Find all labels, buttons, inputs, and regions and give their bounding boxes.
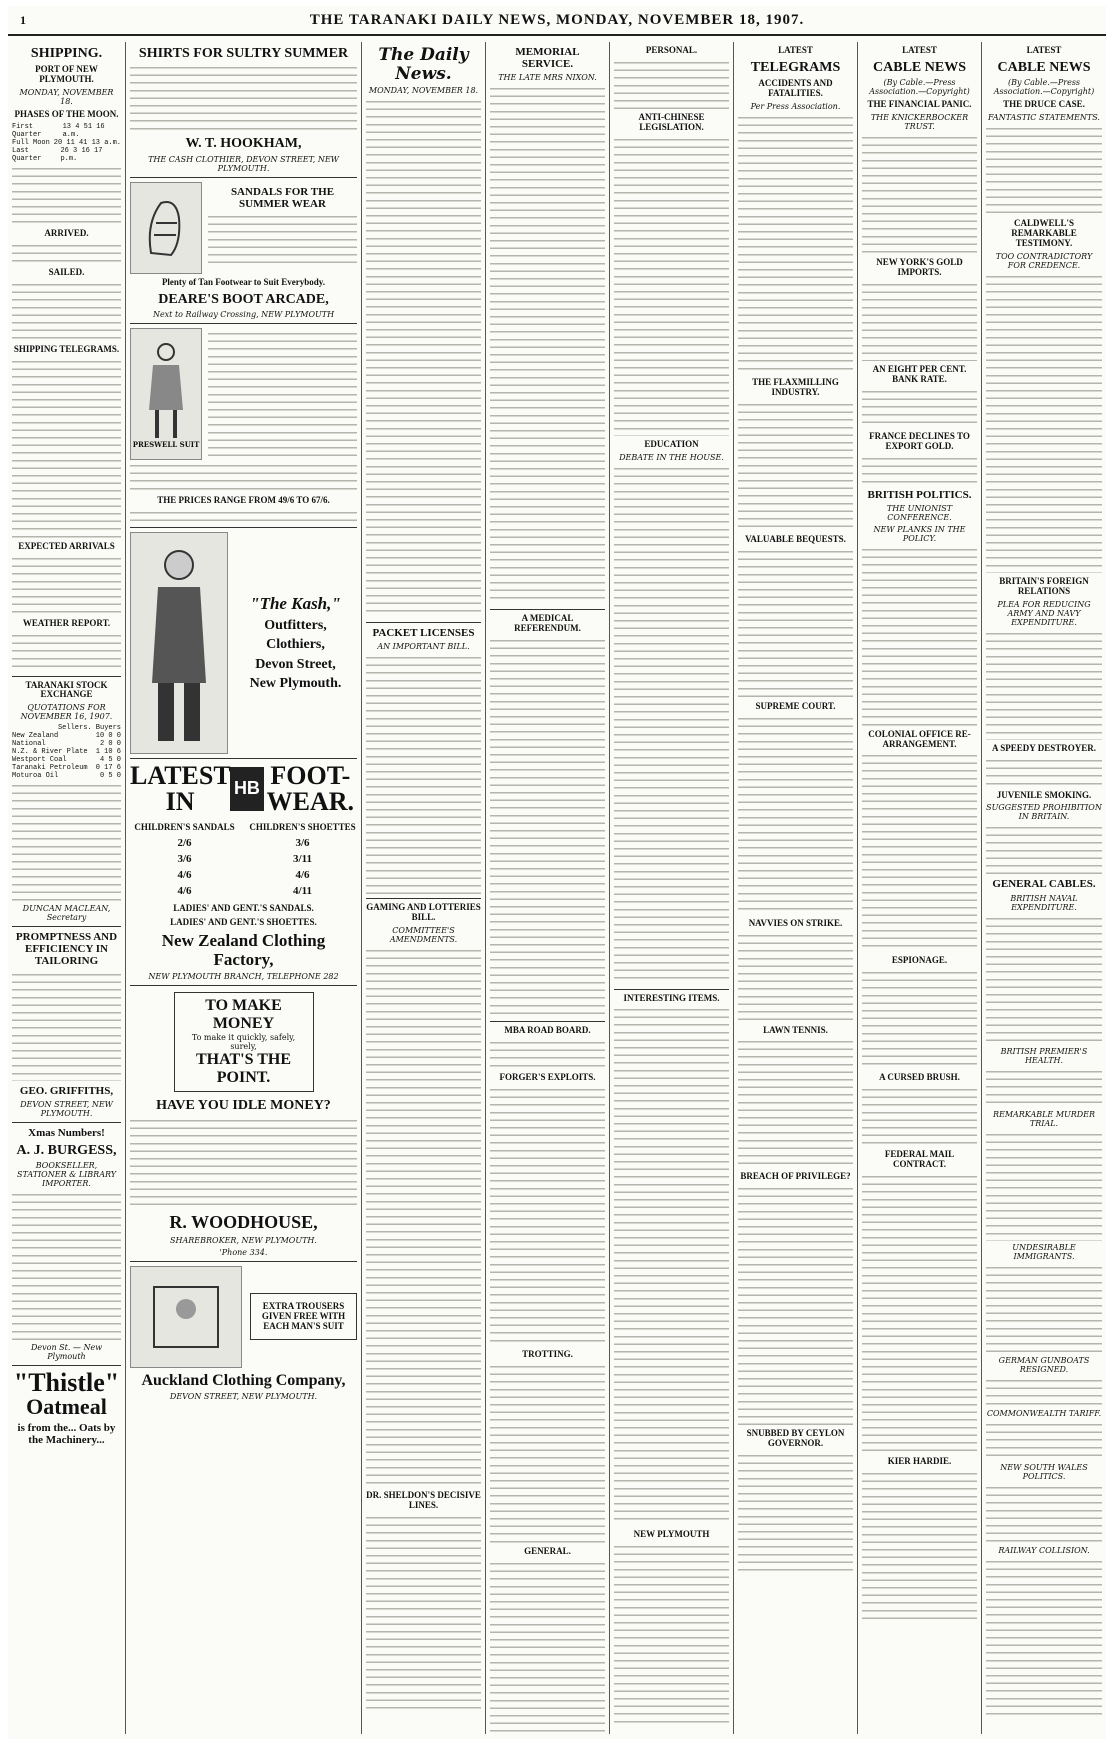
column-news-2	[610, 42, 734, 1734]
supreme-text	[738, 715, 853, 915]
referendum-heading: A MEDICAL REFERENDUM.	[514, 613, 581, 634]
kash-line: Clothiers,	[266, 637, 325, 653]
espionage-text	[862, 969, 977, 1069]
editorial-text	[366, 98, 481, 618]
cable-sub: (By Cable.—Press Association.—Copyright)	[869, 78, 970, 97]
exchange-row: Taranaki Petroleum 0 17 6	[12, 764, 121, 773]
telegrams-title: TELEGRAMS	[750, 59, 841, 75]
cursed-text	[862, 1086, 977, 1146]
sandals-text	[208, 213, 357, 265]
newspaper-page	[8, 6, 1106, 1739]
nsw-heading: NEW SOUTH WALES POLITICS.	[1000, 1462, 1088, 1481]
health-heading: BRITISH PREMIER'S HEALTH.	[1000, 1046, 1088, 1065]
york-gold-heading: NEW YORK'S GOLD IMPORTS.	[876, 257, 963, 278]
shoe-price: 3/6	[295, 836, 310, 849]
france-text	[862, 455, 977, 485]
panic-text	[862, 134, 977, 254]
new-plymouth-heading: NEW PLYMOUTH	[633, 1529, 710, 1540]
sandal-price: 4/6	[177, 885, 192, 898]
griffiths-address: DEVON STREET, NEW PLYMOUTH.	[20, 1099, 113, 1118]
lawn-text	[738, 1038, 853, 1168]
anti-chinese-heading: ANTI-CHINESE LEGISLATION.	[638, 111, 705, 132]
exchange-signature: DUNCAN MACLEAN, Secretary	[22, 904, 111, 923]
colonial-text	[862, 752, 977, 952]
memorial-text	[490, 85, 605, 605]
burgess-name: A. J. BURGESS,	[16, 1142, 117, 1158]
preswell-label: PRESWELL SUIT	[132, 439, 200, 449]
shipping-heading: SHIPPING.	[30, 46, 103, 61]
cable-latest: LATEST	[902, 45, 937, 55]
woodhouse-phone: 'Phone 334.	[219, 1247, 268, 1257]
personal-text	[614, 59, 729, 109]
navvies-text	[738, 932, 853, 1022]
column-ads	[126, 42, 362, 1734]
kash-line: New Plymouth.	[249, 676, 342, 692]
nsw-text	[986, 1484, 1102, 1544]
column-telegrams	[734, 42, 858, 1734]
preswell-text	[208, 330, 357, 458]
moon-row: Full Moon 20 11 41 13 a.m.	[12, 139, 121, 148]
gunboats-text	[986, 1377, 1102, 1407]
exchange-table	[12, 732, 121, 780]
weather-text	[12, 632, 121, 672]
column-cable-1	[858, 42, 982, 1734]
gentleman-illustration-icon	[130, 532, 228, 754]
sandals-tagline: Plenty of Tan Footwear to Suit Everybody.	[161, 276, 326, 287]
column-editorial	[362, 42, 486, 1734]
gaming-text	[366, 947, 481, 1487]
cable-title: CABLE NEWS	[873, 59, 966, 75]
tailor-illustration-icon	[130, 1266, 242, 1368]
exchange-subheading: QUOTATIONS FOR NOVEMBER 16, 1907.	[20, 703, 113, 722]
telegrams-heading: SHIPPING TELEGRAMS.	[13, 343, 120, 354]
xmas-heading: Xmas Numbers!	[28, 1126, 105, 1139]
france-heading: FRANCE DECLINES TO EXPORT GOLD.	[869, 430, 970, 451]
port-date: MONDAY, NOVEMBER 18.	[19, 88, 114, 107]
bank-rate-heading: AN EIGHT PER CENT. BANK RATE.	[872, 363, 967, 384]
general-text	[490, 1560, 605, 1734]
preswell-footer	[130, 509, 357, 523]
exchange-columns: Sellers. Buyers	[57, 724, 121, 733]
tide-text	[12, 165, 121, 225]
expected-text	[12, 555, 121, 615]
shoe-price: 3/11	[293, 852, 312, 865]
masthead	[8, 6, 1106, 36]
masthead-title: THE TARANAKI DAILY NEWS, MONDAY, NOVEMBER 18, 1907.	[309, 11, 805, 28]
sailed-heading: SAILED.	[48, 266, 85, 277]
unionist-heading: THE UNIONIST CONFERENCE.	[886, 503, 953, 522]
cable2-sub: (By Cable.—Press Association.—Copyright)	[993, 78, 1095, 97]
plea-heading: PLEA FOR REDUCING ARMY AND NAVY EXPENDITURE.	[997, 599, 1091, 627]
sandal-illustration-icon	[130, 182, 202, 274]
colonial-heading: COLONIAL OFFICE RE-ARRANGEMENT.	[868, 728, 971, 749]
federal-text	[862, 1173, 977, 1453]
oatmeal-tagline: is from the... Oats by the Machinery...	[17, 1422, 116, 1447]
flaxmilling-text	[738, 401, 853, 531]
footwear-heading: FOOT-WEAR.	[266, 760, 355, 816]
smoking-text	[986, 824, 1102, 874]
cable2-title: CABLE NEWS	[997, 59, 1091, 75]
kier-heading: KIER HARDIE.	[887, 1455, 952, 1466]
kash-ad	[130, 532, 357, 754]
oatmeal-heading: Oatmeal	[26, 1394, 107, 1420]
new-plymouth-text	[614, 1543, 729, 1723]
cursed-heading: A CURSED BRUSH.	[879, 1072, 960, 1083]
column-shipping	[8, 42, 126, 1734]
druce-text	[986, 125, 1102, 215]
exchange-more-rows	[12, 782, 121, 902]
idle-money-text	[130, 1117, 357, 1209]
tariff-heading: COMMONWEALTH TARIFF.	[986, 1408, 1102, 1418]
personal-heading: PERSONAL.	[645, 45, 698, 55]
footwear-ad-header	[130, 760, 357, 816]
kash-line: Outfitters,	[264, 618, 327, 634]
griffiths-name: GEO. GRIFFITHS,	[19, 1084, 114, 1097]
ladies-sandals: LADIES' AND GENT.'S SANDALS.	[173, 903, 314, 914]
education-text	[614, 465, 729, 985]
panic-heading: THE FINANCIAL PANIC.	[867, 99, 972, 110]
druce-heading: THE DRUCE CASE.	[1003, 99, 1085, 110]
shirts-text	[130, 64, 357, 132]
debate-heading: DEBATE IN THE HOUSE.	[619, 452, 724, 462]
exchange-row: Moturoa Oil 0 5 0	[12, 772, 121, 781]
referendum-text	[490, 637, 605, 1017]
auckland-name: Auckland Clothing Company,	[141, 1371, 346, 1389]
murder-text	[986, 1131, 1102, 1241]
auckland-ad	[130, 1266, 357, 1368]
valuable-heading: VALUABLE BEQUESTS.	[745, 533, 846, 544]
port-heading: PORT OF NEW PLYMOUTH.	[35, 64, 98, 85]
knickerbocker-heading: THE KNICKERBOCKER TRUST.	[870, 113, 969, 132]
point-heading: THAT'S THE POINT.	[196, 1051, 291, 1087]
extra-trousers: EXTRA TROUSERS GIVEN FREE WITH EACH MAN'S SUIT	[261, 1301, 346, 1331]
moon-table	[12, 123, 121, 163]
burgess-sub: BOOKSELLER, STATIONER & LIBRARY IMPORTER.	[16, 1161, 117, 1189]
preswell-ad	[130, 328, 357, 460]
sheldon-heading: DR. SHELDON'S DECISIVE LINES.	[366, 1490, 481, 1511]
destroyer-heading: A SPEEDY DESTROYER.	[992, 742, 1096, 753]
foreign-heading: BRITAIN'S FOREIGN RELATIONS	[999, 575, 1089, 596]
supreme-heading: SUPREME COURT.	[755, 700, 836, 711]
gaming-sub: COMMITTEE'S AMENDMENTS.	[389, 926, 458, 945]
york-gold-text	[862, 281, 977, 361]
contradictory-heading: TOO CONTRADICTORY FOR CREDENCE.	[995, 251, 1093, 270]
telegrams-text	[12, 358, 121, 538]
exchange-heading: TARANAKI STOCK EXCHANGE	[25, 679, 108, 700]
exchange-row: New Zealand 10 0 0	[12, 732, 121, 741]
kash-quote: "The Kash,"	[250, 594, 341, 614]
memorial-sub: THE LATE MRS NIXON.	[498, 73, 597, 83]
murder-heading: REMARKABLE MURDER TRIAL.	[992, 1109, 1096, 1128]
caldwell-text	[986, 273, 1102, 573]
factory-name: New Zealand Clothing Factory,	[161, 931, 326, 969]
espionage-heading: ESPIONAGE.	[891, 955, 948, 966]
naval-heading: BRITISH NAVAL EXPENDITURE.	[1010, 893, 1078, 912]
sheldon-text	[366, 1514, 481, 1714]
packet-heading: PACKET LICENSES	[372, 627, 475, 640]
flaxmilling-heading: THE FLAXMILLING INDUSTRY.	[752, 377, 839, 397]
snubbed-heading: SNUBBED BY CEYLON GOVERNOR.	[746, 1428, 845, 1449]
road-board-heading: MBA ROAD BOARD.	[504, 1024, 591, 1035]
road-board-text	[490, 1039, 605, 1069]
moon-row: First Quarter 13 4 51 16 a.m.	[12, 123, 105, 140]
planks-heading: NEW PLANKS IN THE POLICY.	[873, 524, 966, 543]
shoe-price: 4/11	[293, 885, 312, 898]
shirts-heading: SHIRTS FOR SULTRY SUMMER	[138, 46, 349, 61]
press-line: Per Press Association.	[750, 102, 841, 112]
politics-heading: BRITISH POLITICS.	[867, 488, 972, 501]
shoe-price: 4/6	[295, 869, 310, 882]
hb-brand-logo: HB	[230, 767, 263, 811]
promptness-text	[12, 971, 121, 1081]
extra-trousers-box	[250, 1293, 357, 1340]
sandals-ad	[130, 182, 357, 274]
idle-money-heading: HAVE YOU IDLE MONEY?	[156, 1098, 331, 1114]
suggested-heading: SUGGESTED PROHIBITION IN BRITAIN.	[986, 803, 1102, 822]
deare-name: DEARE'S BOOT ARCADE,	[158, 291, 329, 307]
federal-heading: FEDERAL MAIL CONTRACT.	[884, 1149, 955, 1170]
anti-chinese-text	[614, 136, 729, 436]
gaming-heading: GAMING AND LOTTERIES BILL.	[366, 902, 481, 923]
childrens-sandals: CHILDREN'S SANDALS	[134, 821, 235, 832]
smoking-heading: JUVENILE SMOKING.	[996, 789, 1092, 800]
memorial-heading: MEMORIAL SERVICE.	[515, 46, 580, 71]
exchange-row: National 2 0 0	[12, 740, 121, 749]
editorial-date: MONDAY, NOVEMBER 18.	[368, 86, 479, 96]
promptness-heading: PROMPTNESS AND EFFICIENCY IN TAILORING	[15, 931, 118, 968]
health-text	[986, 1068, 1102, 1108]
footwear-columns	[130, 819, 357, 900]
forgers-text	[490, 1086, 605, 1346]
make-money-heading: TO MAKE MONEY	[205, 997, 282, 1033]
burgess-text	[12, 1191, 121, 1341]
exchange-row: N.Z. & River Plate 1 10 6	[12, 748, 121, 757]
preswell-suit-illustration-icon	[130, 328, 202, 460]
woodhouse-name: R. WOODHOUSE,	[169, 1211, 318, 1232]
nameplate: The Daily News.	[378, 45, 469, 84]
thistle-ad-title: "Thistle"	[13, 1368, 120, 1398]
moon-heading: PHASES OF THE MOON.	[14, 109, 119, 120]
interesting-text	[614, 1006, 729, 1526]
sailed-text	[12, 281, 121, 341]
page-number: 1	[20, 12, 26, 27]
hookham-address: THE CASH CLOTHIER, DEVON STREET, NEW PLYMOUTH.	[148, 154, 339, 173]
breach-heading: BREACH OF PRIVILEGE?	[740, 1171, 851, 1182]
burgess-address: Devon St. — New Plymouth	[30, 1343, 103, 1362]
destroyer-text	[986, 757, 1102, 787]
lawn-heading: LAWN TENNIS.	[763, 1024, 828, 1035]
education-heading: EDUCATION	[644, 438, 699, 449]
exchange-row: Westport Coal 4 5 0	[12, 756, 121, 765]
telegrams-latest: LATEST	[778, 45, 813, 55]
weather-heading: WEATHER REPORT.	[22, 617, 111, 628]
sandal-price: 3/6	[177, 852, 192, 865]
druce-sub: FANTASTIC STATEMENTS.	[988, 113, 1100, 123]
hookham-name: W. T. HOOKHAM,	[185, 136, 302, 152]
ladies-shoettes: LADIES' AND GENT.'S SHOETTES.	[170, 917, 317, 928]
packet-sub: AN IMPORTANT BILL.	[377, 642, 470, 652]
column-news-1	[486, 42, 610, 1734]
tariff-text	[986, 1421, 1102, 1461]
kier-text	[862, 1470, 977, 1620]
general-cables-heading: GENERAL CABLES.	[992, 878, 1096, 891]
sandal-price: 2/6	[177, 836, 192, 849]
column-cable-2	[982, 42, 1106, 1734]
gunboats-heading: GERMAN GUNBOATS RESIGNED.	[998, 1355, 1090, 1374]
arrived-text	[12, 242, 121, 264]
navvies-heading: NAVVIES ON STRIKE.	[748, 917, 843, 928]
moon-row: Last Quarter 26 3 16 17 p.m.	[12, 147, 103, 164]
caldwell-heading: CALDWELL'S REMARKABLE TESTIMONY.	[1011, 218, 1077, 248]
naval-text	[986, 915, 1102, 1045]
deare-address: Next to Railway Crossing, NEW PLYMOUTH	[152, 310, 335, 320]
collision-text	[986, 1558, 1102, 1718]
factory-address: NEW PLYMOUTH BRANCH, TELEPHONE 282	[148, 972, 339, 982]
collision-heading: RAILWAY COLLISION.	[998, 1545, 1090, 1555]
snubbed-text	[738, 1452, 853, 1572]
childrens-shoettes: CHILDREN'S SHOETTES	[249, 821, 356, 832]
trotting-heading: TROTTING.	[522, 1348, 573, 1359]
breach-text	[738, 1185, 853, 1425]
sandals-heading: SANDALS FOR THE SUMMER WEAR	[230, 185, 335, 210]
make-money-box	[174, 992, 314, 1092]
general-heading: GENERAL.	[524, 1545, 571, 1556]
interesting-heading: INTERESTING ITEMS.	[623, 992, 720, 1003]
foreign-text	[986, 630, 1102, 740]
forgers-heading: FORGER'S EXPLOITS.	[499, 1071, 596, 1082]
immigrants-heading: UNDESIRABLE IMMIGRANTS.	[1012, 1242, 1076, 1261]
cable2-latest: LATEST	[1026, 45, 1062, 55]
sandal-price: 4/6	[177, 869, 192, 882]
arrived-heading: ARRIVED.	[44, 228, 89, 239]
expected-heading: EXPECTED ARRIVALS	[18, 540, 115, 551]
kash-line: Devon Street,	[255, 656, 336, 672]
make-money-sub: To make it quickly, safely, surely,	[191, 1033, 296, 1052]
bank-rate-text	[862, 388, 977, 428]
woodhouse-sub: SHAREBROKER, NEW PLYMOUTH.	[170, 1235, 317, 1245]
accidents-heading: ACCIDENTS AND FATALITIES.	[758, 78, 833, 99]
politics-text	[862, 546, 977, 726]
packet-text	[366, 654, 481, 894]
accidents-text	[738, 114, 853, 374]
latest-in: LATEST IN	[130, 760, 231, 816]
trotting-text	[490, 1363, 605, 1543]
preswell-price: THE PRICES RANGE FROM 49/6 TO 67/6.	[157, 495, 330, 506]
valuable-text	[738, 548, 853, 698]
auckland-address: DEVON STREET, NEW PLYMOUTH.	[169, 1392, 318, 1402]
preswell-more-text	[130, 462, 357, 492]
immigrants-text	[986, 1264, 1102, 1354]
